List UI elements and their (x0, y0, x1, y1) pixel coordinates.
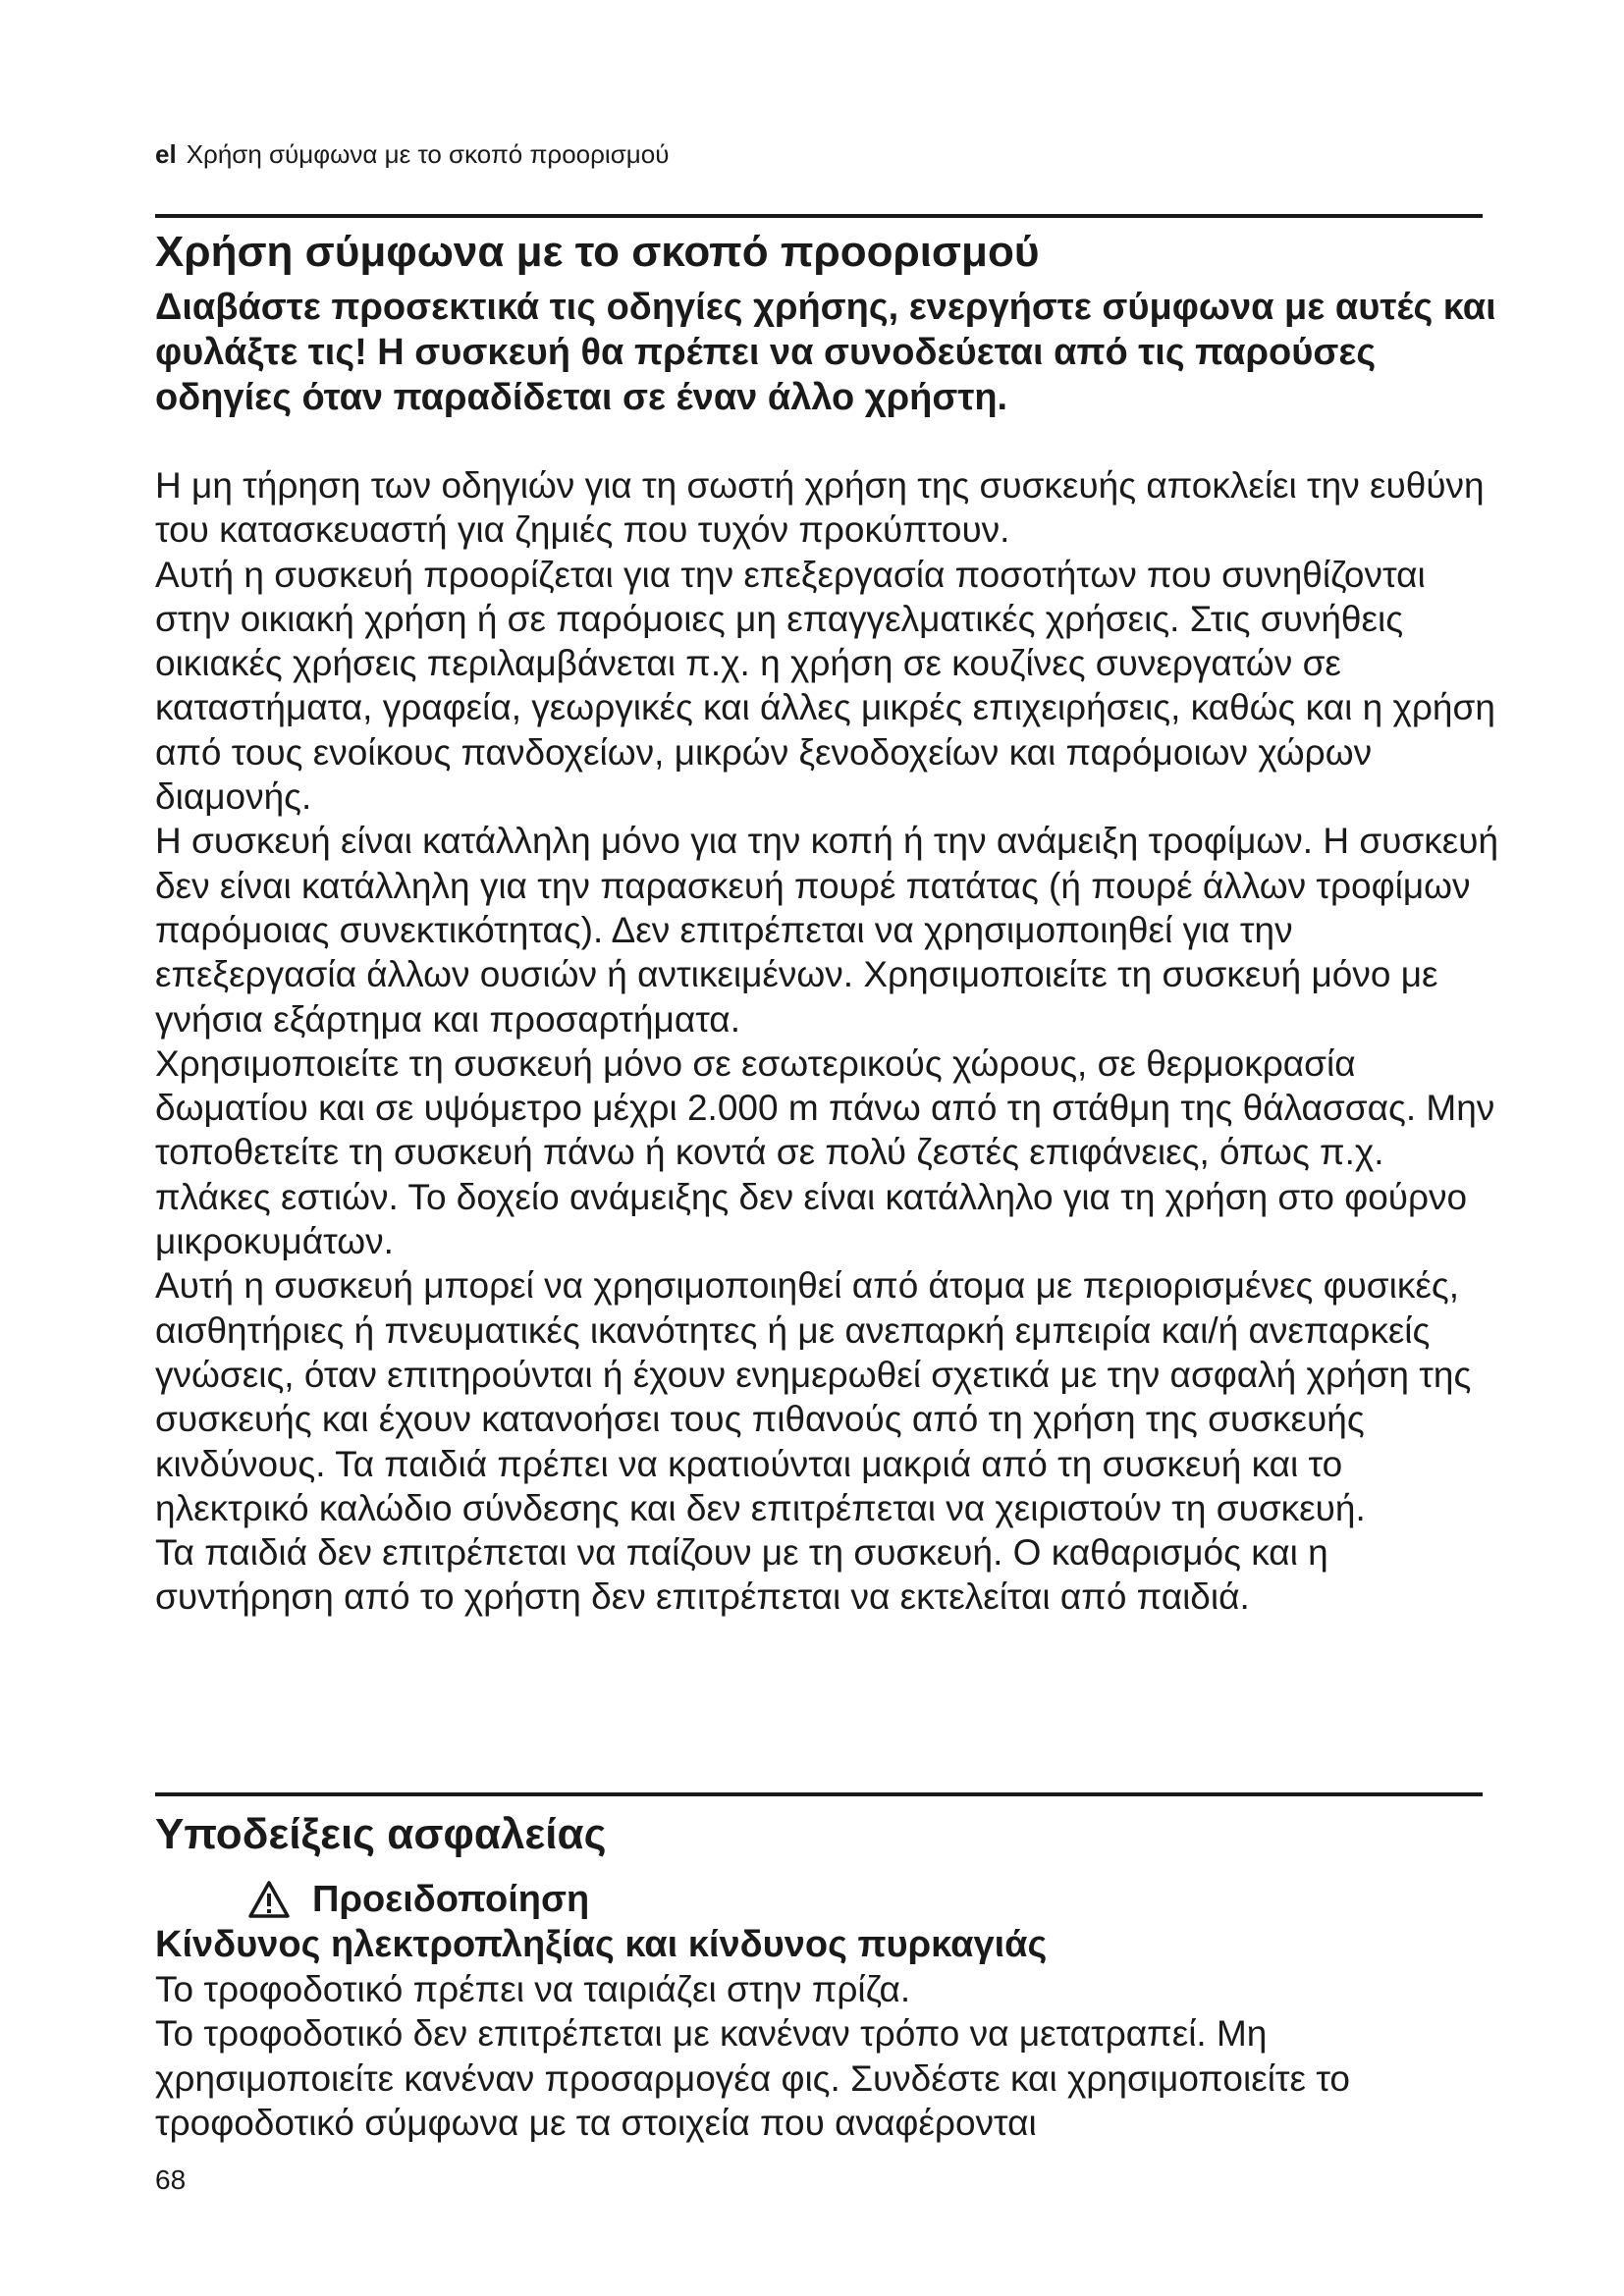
paragraph: Τα παιδιά δεν επιτρέπεται να παίζουν με τη συσκευή. Ο καθαρισμός και η συντήρηση από το χρήστη δεν επιτρέπεται να εκτελείται από παιδιά. (155, 1532, 1328, 1618)
paragraph: Το τροφοδοτικό πρέπει να ταιριάζει στην πρίζα. (155, 1969, 911, 2009)
paragraph: Αυτή η συσκευή μπορεί να χρησιμοποιηθεί από άτομα με περιορισμένες φυσικές, αισθητήριες ή πνευματικές ικανότητες ή με ανεπαρκή εμπειρία και/ή ανεπαρκείς γνώσεις, όταν επιτηρούνται ή έχουν ενημερωθεί σχετικά με την ασφαλή χρήση της συσκευής και έχουν κατανοήσει τους πιθανούς από τη χρήση της συσκευής κινδύνους. Τα παιδιά πρέπει να κρατιούνται μακριά από τη συσκευή και το ηλεκτρικό καλώδιο σύνδεσης και δεν επιτρέπεται να χειριστούν τη συσκευή. (155, 1265, 1472, 1528)
paragraph: Η μη τήρηση των οδηγιών για τη σωστή χρήση της συσκευής αποκλείει την ευθύνη του κατασκευαστή για ζημιές που τυχόν προκύπτουν. (155, 465, 1485, 551)
page-number: 68 (155, 2164, 187, 2195)
warning-heading (247, 1877, 589, 1922)
intended-use-body (155, 463, 1500, 1620)
safety-body (155, 1967, 1500, 2145)
language-code: el (155, 139, 177, 169)
running-title: Χρήση σύμφωνα με το σκοπό προορισμού (186, 139, 670, 169)
section-divider (155, 1792, 1483, 1796)
warning-triangle-icon (247, 1880, 291, 1919)
top-divider (155, 214, 1483, 218)
paragraph: Το τροφοδοτικό δεν επιτρέπεται με κανέναν τρόπο να μετατραπεί. Μη χρησιμοποιείτε κανέναν προσαρμογέα φις. Συνδέστε και χρησιμοποιείτε το τροφοδοτικό σύμφωνα με τα στοιχεία που αναφέρονται (155, 2013, 1350, 2143)
section-title-intended-use: Χρήση σύμφωνα με το σκοπό προορισμού (155, 228, 1040, 276)
hazard-title: Κίνδυνος ηλεκτροπληξίας και κίνδυνος πυρκαγιάς (155, 1924, 1048, 1965)
warning-label: Προειδοποίηση (312, 1879, 590, 1920)
section-title-safety: Υποδείξεις ασφαλείας (155, 1810, 607, 1858)
paragraph: Αυτή η συσκευή προορίζεται για την επεξεργασία ποσοτήτων που συνηθίζονται στην οικιακή χρήση ή σε παρόμοιες μη επαγγελματικές χρήσεις. Στις συνήθεις οικιακές χρήσεις περιλαμβάνεται π.χ. η χρήση σε κουζίνες συνεργατών σε καταστήματα, γραφεία, γεωργικές και άλλες μικρές επιχειρήσεις, καθώς και η χρήση από τους ενοίκους πανδοχείων, μικρών ξενοδοχείων και παρόμοιων χώρων διαμονής. (155, 554, 1495, 818)
paragraph: Η συσκευή είναι κατάλληλη μόνο για την κοπή ή την ανάμειξη τροφίμων. Η συσκευή δεν είναι κατάλληλη για την παρασκευή πουρέ πατάτας (ή πουρέ άλλων τροφίμων παρόμοιας συνεκτικότητας). Δεν επιτρέπεται να χρησιμοποιηθεί για την επεξεργασία άλλων ουσιών ή αντικειμένων. Χρησιμοποιείτε τη συσκευή μόνο με γνήσια εξάρτημα και προσαρτήματα. (155, 821, 1499, 1040)
running-header (155, 137, 669, 171)
intro-bold-paragraph: Διαβάστε προσεκτικά τις οδηγίες χρήσης, ενεργήστε σύμφωνα με αυτές και φυλάξτε τις! Η συσκευή θα πρέπει να συνοδεύεται από τις παρούσες οδηγίες όταν παραδίδεται σε έναν άλλο χρήστη. (155, 287, 1496, 418)
paragraph: Χρησιμοποιείτε τη συσκευή μόνο σε εσωτερικούς χώρους, σε θερμοκρασία δωματίου και σε υψόμετρο μέχρι 2.000 m πάνω από τη στάθμη της θάλασσας. Μην τοποθετείτε τη συσκευή πάνω ή κοντά σε πολύ ζεστές επιφάνειες, όπως π.χ. πλάκες εστιών. Το δοχείο ανάμειξης δεν είναι κατάλληλο για τη χρήση στο φούρνο μικροκυμάτων. (155, 1042, 1495, 1262)
